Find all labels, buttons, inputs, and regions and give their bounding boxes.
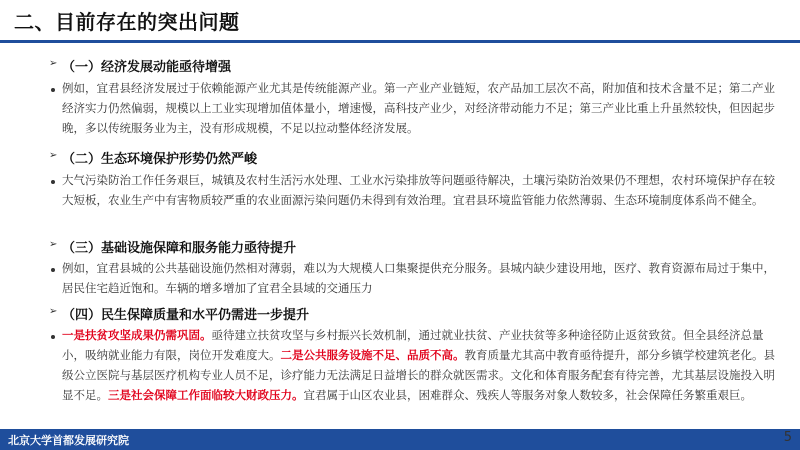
- title-underline: [0, 40, 800, 43]
- page-number: 5: [783, 430, 792, 445]
- bullet-dot-icon: [51, 180, 55, 184]
- section-paragraph-2: 大气污染防治工作任务艰巨，城镇及农村生活污水处理、工业水污染排放等问题亟待解决，土壤污染防治效果仍不理想，农村环境保护存在较大短板，农业生产中有害物质较严重的农业面源污染问题仍未得到有效治理。宜君县环境监管能力依然薄弱、生态环境制度体系尚不健全。: [62, 173, 775, 207]
- arrow-bullet-icon: ➢: [49, 150, 58, 161]
- page-title: 二、目前存在的突出问题: [14, 10, 240, 34]
- arrow-bullet-icon: ➢: [49, 239, 58, 250]
- section-paragraph-4: [62, 325, 782, 405]
- highlight-point-1: 一是扶贫攻坚成果仍需巩固。: [62, 328, 212, 342]
- bullet-dot-icon: [51, 88, 55, 92]
- section-heading-1: （一）经济发展动能亟待增强: [62, 60, 232, 75]
- section-heading-3: （三）基础设施保障和服务能力亟待提升: [62, 241, 297, 256]
- section-paragraph-3: 例如，宜君县城的公共基础设施仍然相对薄弱，难以为大规模人口集聚提供充分服务。县城内缺少建设用地，医疗、教育资源布局过于集中，居民住宅趋近饱和。车辆的增多增加了宜君全县域的交通压力: [62, 261, 775, 295]
- highlight-point-2: 二是公共服务设施不足、品质不高。: [280, 348, 465, 362]
- bullet-dot-icon: [51, 335, 55, 339]
- bullet-dot-icon: [51, 268, 55, 272]
- section-heading-2: （二）生态环境保护形势仍然严峻: [62, 152, 258, 167]
- highlight-point-3: 三是社会保障工作面临较大财政压力。: [108, 388, 304, 402]
- arrow-bullet-icon: ➢: [49, 58, 58, 69]
- body-text-1: 亟待建立扶贫攻坚与乡村振兴长效机制，通过就业扶贫、产业扶贫等多种途径防止返贫致贫。但全县经济总量小，吸纳就业能力有限，岗位开发难度大。: [62, 328, 764, 362]
- section-paragraph-1: 例如，宜君县经济发展过于依赖能源产业尤其是传统能源产业。第一产业产业链短，农产品加工层次不高，附加值和技术含量不足；第二产业经济实力仍然偏弱，规模以上工业实现增加值体量小，增速慢，高科技产业少，对经济带动能力不足；第三产业比重上升虽然较快，但因起步晚，多以传统服务业为主，没有形成规模，不足以拉动整体经济发展。: [62, 81, 775, 135]
- footer-bar: [0, 429, 800, 450]
- footer-organization: 北京大学首都发展研究院: [8, 434, 129, 447]
- section-heading-4: （四）民生保障质量和水平仍需进一步提升: [62, 308, 310, 323]
- arrow-bullet-icon: ➢: [49, 306, 58, 317]
- body-text-2: 教育质量尤其高中教育亟待提升，部分乡镇学校建筑老化。县级公立医院与基层医疗机构专业人员不足，诊疗能力无法满足日益增长的群众就医需求。文化和体育服务配套有待完善，尤其基层设施投入明显不足。: [62, 348, 775, 402]
- body-text-3: 宜君属于山区农业县，困难群众、残疾人等服务对象人数较多，社会保障任务繁重艰巨。: [303, 388, 752, 402]
